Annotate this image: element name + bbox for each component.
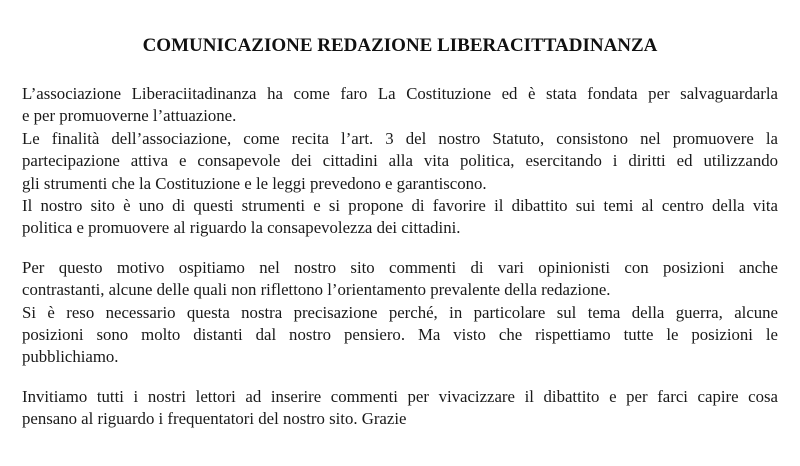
text-line: partecipazione attiva e consapevole dei cittadini alla vita politica, esercitando i diritti ed utilizzando xyxy=(22,151,778,171)
text-line: politica e promuovere al riguardo la consapevolezza dei cittadini. xyxy=(22,218,461,238)
paragraph-block xyxy=(22,83,778,240)
text-line: Le finalità dell’associazione, come recita l’art. 3 del nostro Statuto, consistono nel promuovere la xyxy=(22,128,778,148)
text-line: contrastanti, alcune delle quali non riflettono l’orientamento prevalente della redazione. xyxy=(22,280,611,300)
paragraph-block xyxy=(22,257,778,369)
document-title: COMUNICAZIONE REDAZIONE LIBERACITTADINANZA xyxy=(142,35,658,56)
text-line: gli strumenti che la Costituzione e le leggi prevedono e garantiscono. xyxy=(22,173,487,193)
text-line: pensano al riguardo i frequentatori del nostro sito. Grazie xyxy=(22,409,407,429)
text-line: pubblichiamo. xyxy=(22,347,119,367)
text-line: Per questo motivo ospitiamo nel nostro sito commenti di vari opinionisti con posizioni anche xyxy=(22,257,778,277)
text-line: Si è reso necessario questa nostra precisazione perché, in particolare sul tema della guerra, alcune xyxy=(22,302,778,322)
paragraph-block xyxy=(22,386,778,431)
text-line: Invitiamo tutti i nostri lettori ad inserire commenti per vivacizzare il dibattito e per farci capire cosa xyxy=(22,386,778,406)
text-line: posizioni sono molto distanti dal nostro pensiero. Ma visto che rispettiamo tutte le posizioni le xyxy=(22,324,778,344)
document-body xyxy=(22,83,778,430)
text-line: e per promuoverne l’attuazione. xyxy=(22,106,237,126)
text-line: L’associazione Liberaciitadinanza ha come faro La Costituzione ed è stata fondata per salvaguardarla xyxy=(22,84,778,103)
text-line: Il nostro sito è uno di questi strumenti e si propone di favorire il dibattito sui temi al centro della vita xyxy=(22,195,778,215)
